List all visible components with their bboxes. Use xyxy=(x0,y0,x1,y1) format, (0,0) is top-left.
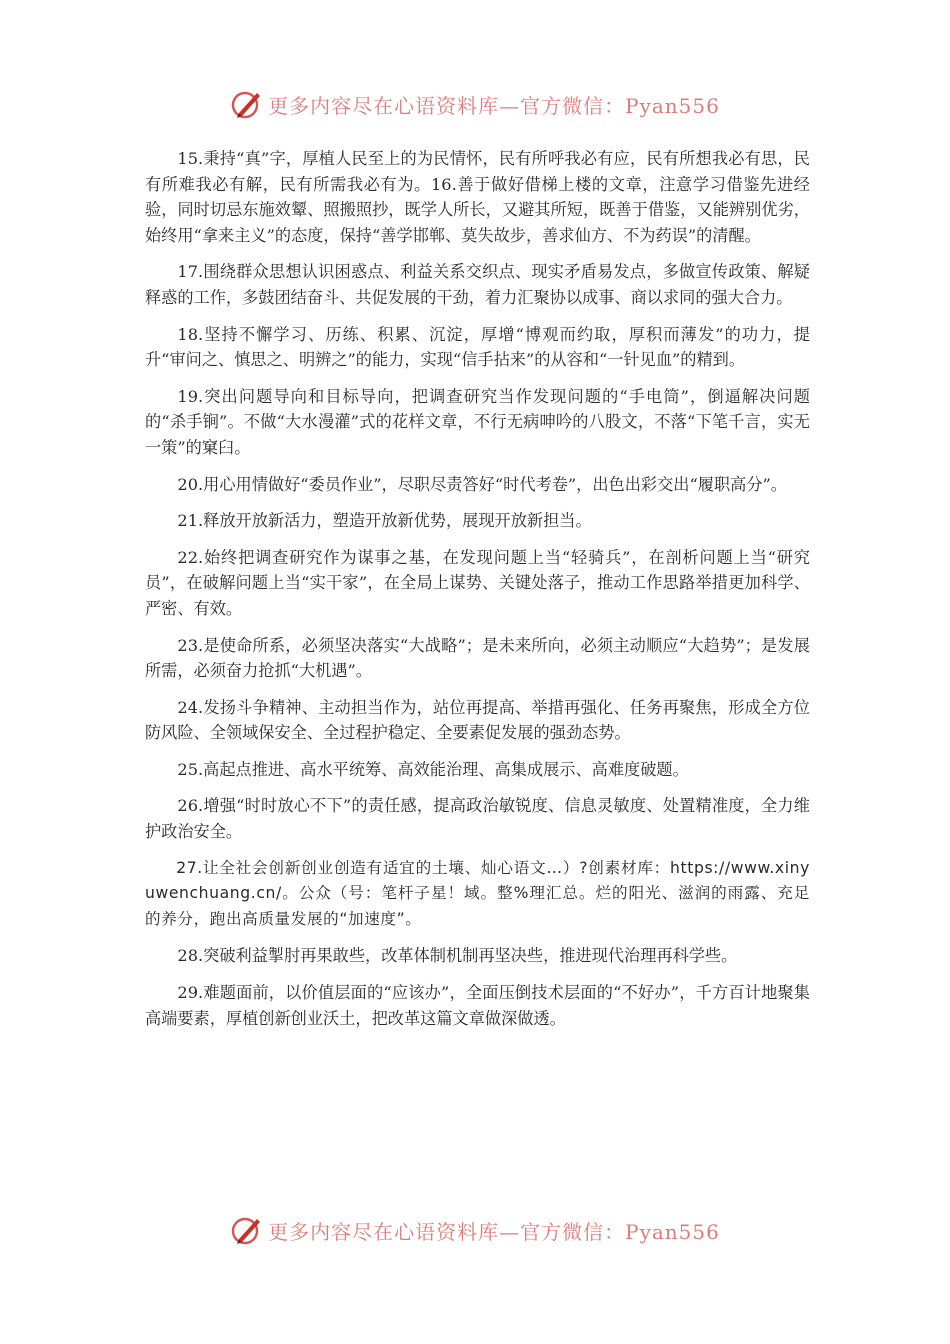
pen-logo-icon xyxy=(230,1213,264,1247)
pen-logo-icon xyxy=(230,87,264,121)
paragraph-27: 27.让全社会创新创业创造有适宜的土壤、灿心语文…）?创素材库：https://www.xinyuwenchuang.cn/。公众（号：笔杆子星！域。整%理汇总。烂的阳光、滋润的雨露、充足的养分，跑出高质量发展的“加速度”。 xyxy=(145,858,810,928)
paragraph-21: 21.释放开放新活力，塑造开放新优势，展现开放新担当。 xyxy=(177,511,592,531)
footer-banner xyxy=(0,1208,950,1252)
paragraph-29: 29.难题面前，以价值层面的“应该办”，全面压倒技术层面的“不好办”，千方百计地聚集高端要素，厚植创新创业沃土，把改革这篇文章做深做透。 xyxy=(145,983,810,1028)
header-banner-text: 更多内容尽在心语资料库—官方微信：Pyan556 xyxy=(268,93,720,118)
paragraph-17: 17.围绕群众思想认识困惑点、利益关系交织点、现实矛盾易发点，多做宣传政策、解疑释惑的工作，多鼓团结奋斗、共促发展的干劲，着力汇聚协以成事、商以求同的强大合力。 xyxy=(145,262,810,307)
header-banner xyxy=(0,82,950,126)
paragraph-15-16: 15.秉持“真”字，厚植人民至上的为民情怀，民有所呼我必有应，民有所想我必有思，民有所难我必有解，民有所需我必有为。16.善于做好借梯上楼的文章，注意学习借鉴先进经验，同时切忌东施效颦、照搬照抄，既学人所长，又避其所短，既善于借鉴，又能辨别优劣，始终用“拿来主义”的态度，保持“善学邯郸、莫失故步，善求仙方、不为药误”的清醒。 xyxy=(145,149,810,245)
footer-banner-text: 更多内容尽在心语资料库—官方微信：Pyan556 xyxy=(268,1219,720,1244)
paragraph-24: 24.发扬斗争精神、主动担当作为，站位再提高、举措再强化、任务再聚焦，形成全方位防风险、全领域保安全、全过程护稳定、全要素促发展的强劲态势。 xyxy=(145,697,810,743)
paragraph-20: 20.用心用情做好“委员作业”，尽职尽责答好“时代考卷”，出色出彩交出“履职高分”。 xyxy=(177,474,787,494)
paragraph-18: 18.坚持不懈学习、历练、积累、沉淀，厚增“博观而约取，厚积而薄发”的功力，提升“审问之、慎思之、明辨之”的能力，实现“信手拈来”的从容和“一针见血”的精到。 xyxy=(145,324,810,370)
paragraph-19: 19.突出问题导向和目标导向，把调查研究当作发现问题的“手电筒”，倒逼解决问题的“杀手锏”。不做“大水漫灌”式的花样文章，不行无病呻吟的八股文，不落“下笔千言，实无一策”的窠臼。 xyxy=(145,386,810,457)
paragraph-25: 25.高起点推进、高水平统筹、高效能治理、高集成展示、高难度破题。 xyxy=(177,759,689,779)
paragraph-26: 26.增强“时时放心不下”的责任感，提高政治敏锐度、信息灵敏度、处置精准度，全力维护政治安全。 xyxy=(145,796,810,842)
paragraph-28: 28.突破利益掣肘再果敢些，改革体制机制再坚决些，推进现代治理再科学些。 xyxy=(177,946,738,966)
paragraph-22: 22.始终把调查研究作为谋事之基，在发现问题上当“轻骑兵”，在剖析问题上当“研究员”，在破解问题上当“实干家”，在全局上谋势、关键处落子，推动工作思路举措更加科学、严密、有效。 xyxy=(145,547,810,618)
document-body xyxy=(145,146,810,1042)
paragraph-23: 23.是使命所系，必须坚决落实“大战略”；是未来所向，必须主动顺应“大趋势”；是发展所需，必须奋力抢抓“大机遇”。 xyxy=(145,635,810,681)
